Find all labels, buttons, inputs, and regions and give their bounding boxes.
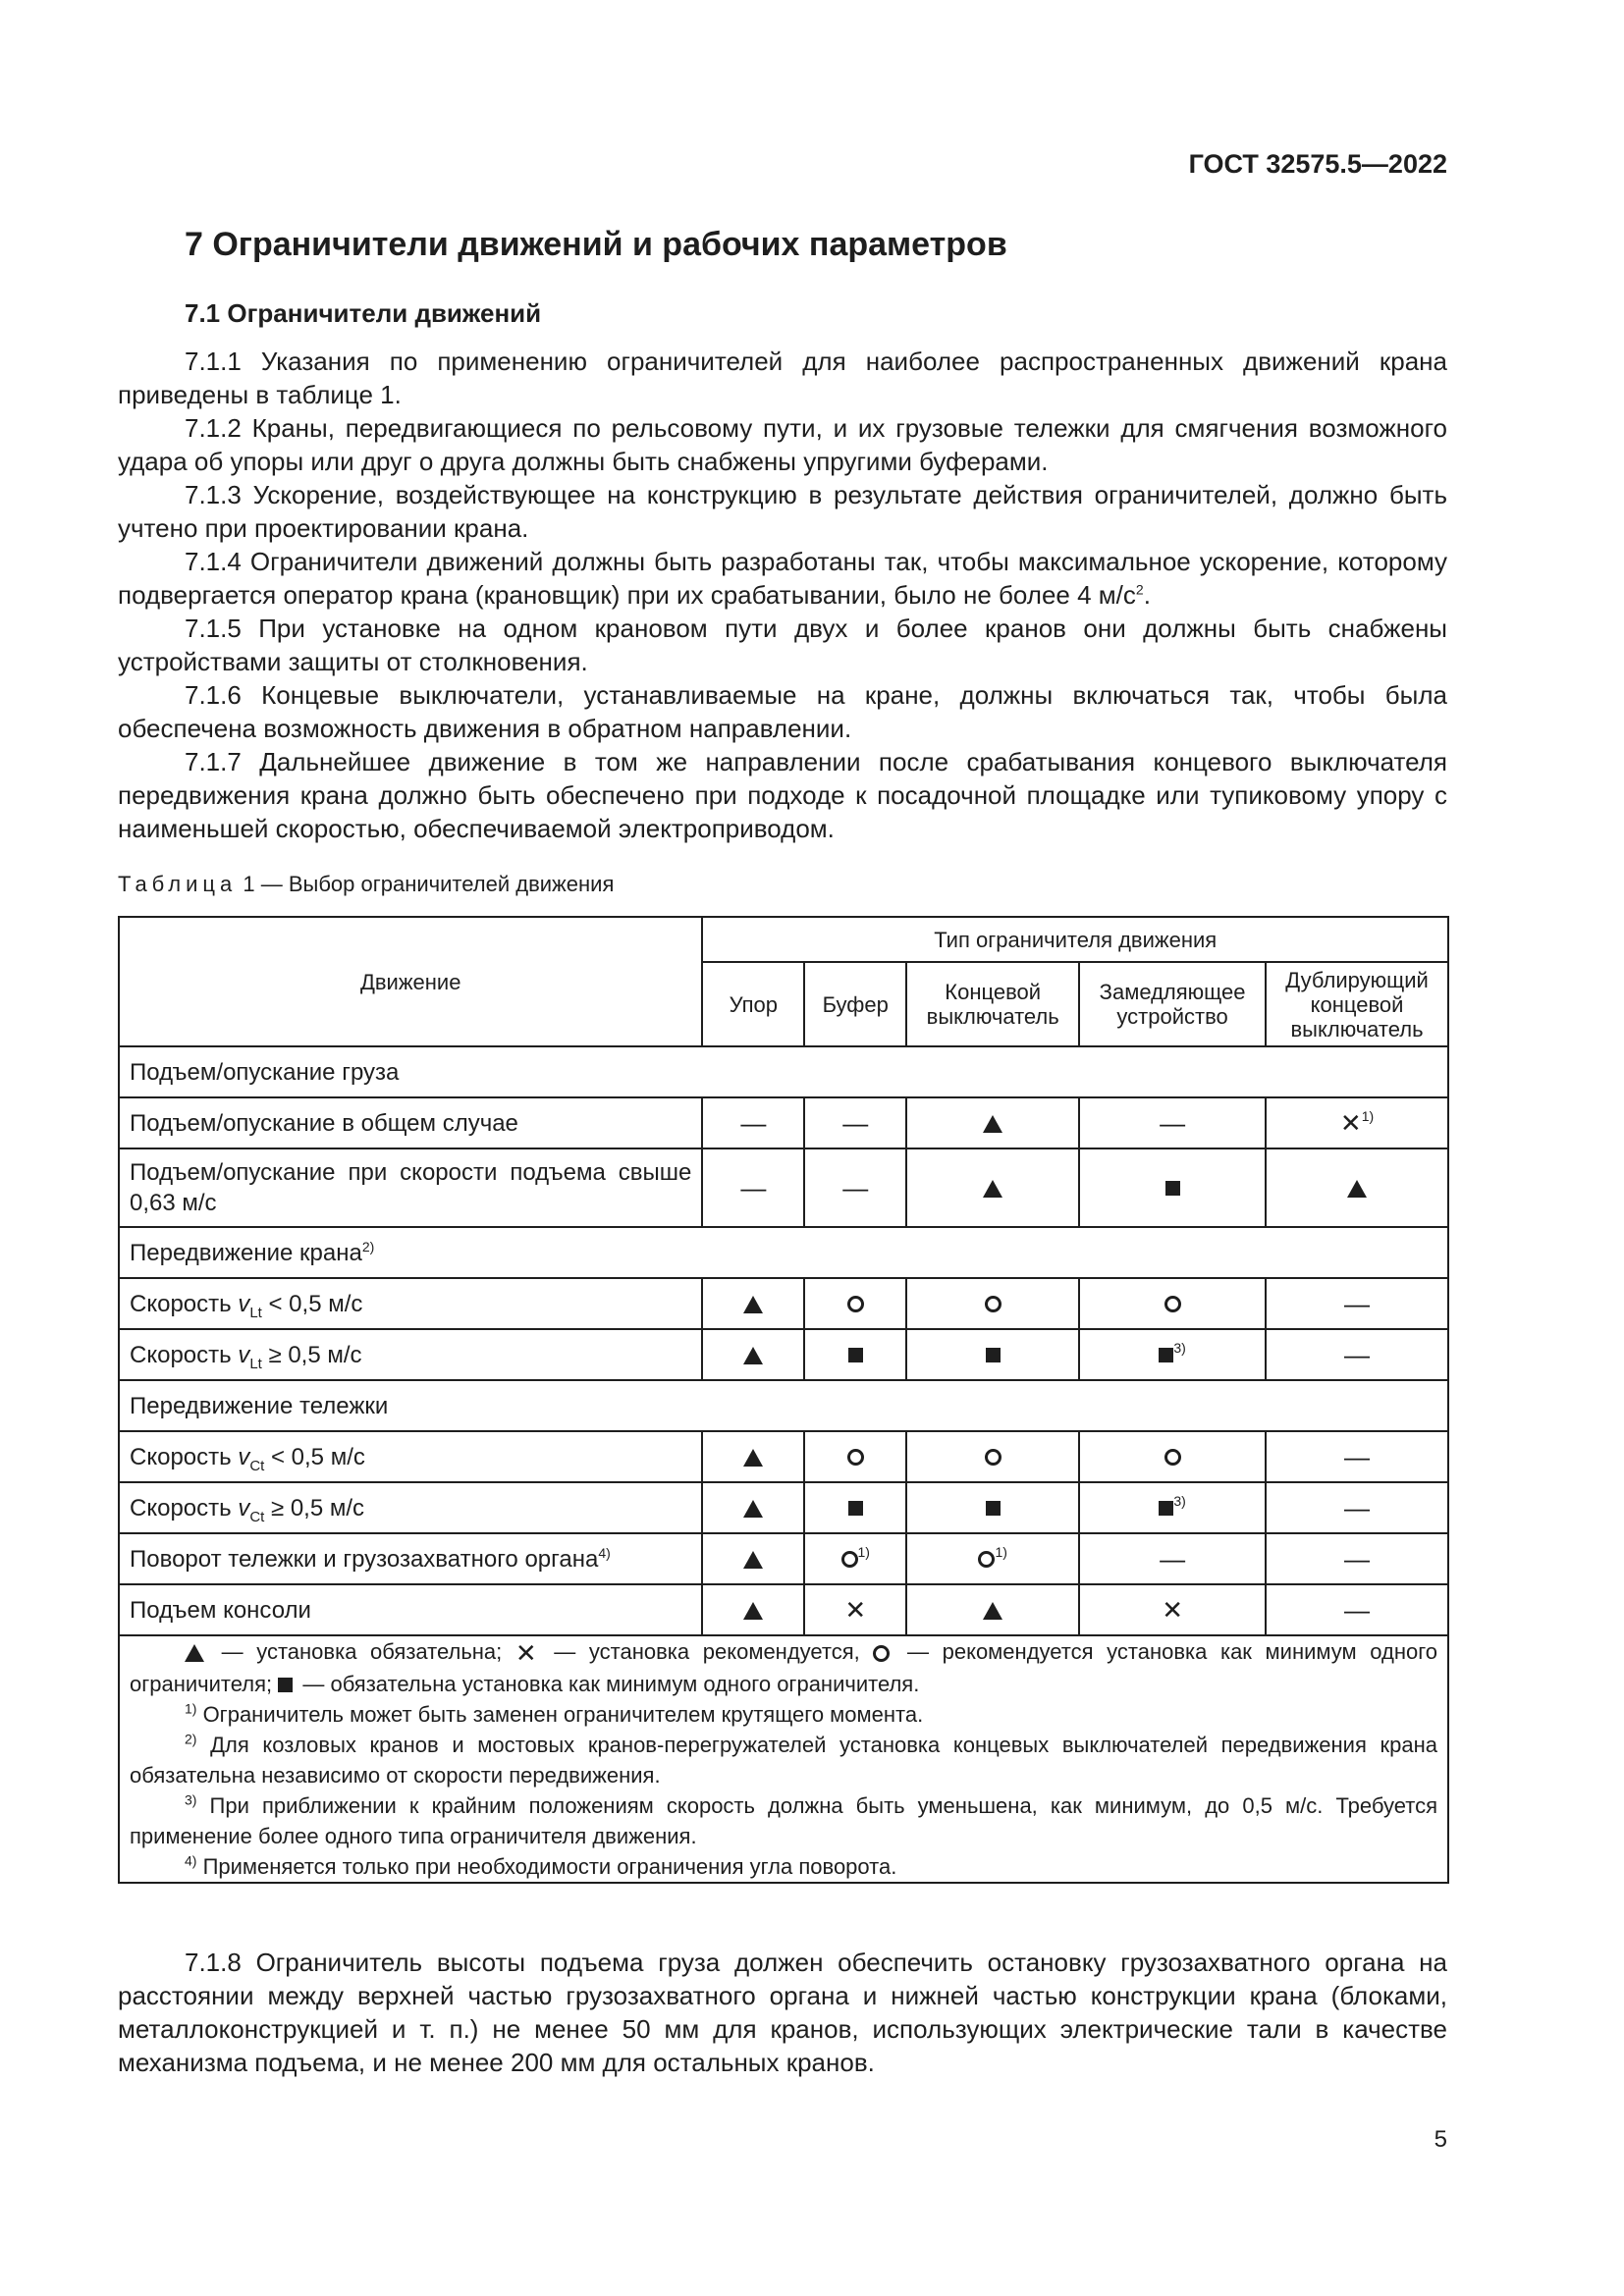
footnote-mark: 3) [185, 1791, 197, 1808]
paragraph-7-1-2: 7.1.2 Краны, передвигающиеся по рельсовому пути, и их грузовые тележки для смягчения возможного удара об упоры или друг о друга должны быть снабжены упругими буферами. [118, 413, 1447, 476]
table-cell [906, 1329, 1079, 1380]
table-caption-prefix: Таблица [118, 872, 238, 896]
speed-subscript: Ct [249, 1508, 265, 1525]
table-caption-text: 1 — Выбор ограничителей движения [237, 872, 615, 896]
square-icon [986, 1501, 1001, 1516]
table-cell [906, 1584, 1079, 1635]
dash-icon: — [740, 1172, 767, 1202]
table-cell [804, 1148, 906, 1227]
table-cell [906, 1278, 1079, 1329]
triangle-icon [983, 1602, 1002, 1620]
table-section-row [119, 1380, 1448, 1431]
square-icon [1159, 1348, 1173, 1362]
row-label-text: Скорость [130, 1443, 239, 1470]
row-label-text: Подъем консоли [130, 1596, 311, 1624]
table-caption [118, 872, 614, 897]
square-icon [848, 1501, 863, 1516]
footnote-text: Ограничитель может быть заменен ограничителем крутящего момента. [196, 1701, 924, 1727]
footnote-ref: 2) [361, 1238, 375, 1255]
triangle-icon [743, 1602, 763, 1620]
subsection-title: 7.1 Ограничители движений [185, 298, 542, 328]
footnote-ref: 3) [1173, 1340, 1186, 1356]
table-row [119, 1278, 1448, 1329]
limiters-table [118, 916, 1449, 1884]
table-cell [702, 1584, 804, 1635]
dash-icon: — [1344, 1543, 1371, 1574]
triangle-icon [743, 1347, 763, 1364]
speed-variable: v [238, 1290, 250, 1317]
triangle-icon [743, 1296, 763, 1313]
footnote-2 [130, 1730, 1437, 1790]
row-label [119, 1046, 1448, 1097]
table-cell [702, 1431, 804, 1482]
col-header-5: Дублирующий концевой выключатель [1266, 962, 1448, 1046]
paragraph-7-1-7: 7.1.7 Дальнейшее движение в том же направлении после срабатывания концевого выключателя передвижения крана должно быть обеспечено при подходе к посадочной площадке или тупиковому упору с наименьшей скоростью, обеспечиваемой электроприводом. [118, 747, 1447, 843]
speed-condition: ≥ 0,5 м/с [264, 1494, 365, 1522]
table-cell [702, 1482, 804, 1533]
paragraph-7-1-3: 7.1.3 Ускорение, воздействующее на конструкцию в результате действия ограничителей, должно быть учтено при проектировании крана. [118, 480, 1447, 543]
section-title: 7 Ограничители движений и рабочих параметров [185, 226, 1007, 263]
paragraph-text: 7.1.4 Ограничители движений должны быть разработаны так, чтобы максимальное ускорение, которому подвергается оператор крана (крановщик) при их срабатывании, было не более 4 м/с [118, 547, 1447, 610]
square-icon [278, 1678, 293, 1692]
triangle-icon [743, 1449, 763, 1467]
table-cell [702, 1278, 804, 1329]
table-cell [804, 1278, 906, 1329]
dash-icon: — [842, 1172, 869, 1202]
table-cell [702, 1097, 804, 1148]
row-label [119, 1227, 1448, 1278]
table-cell [804, 1533, 906, 1584]
table-notes [119, 1635, 1448, 1883]
paragraph-block-after [118, 1946, 1447, 2079]
row-label-text: Скорость [130, 1341, 239, 1368]
dash-icon: — [1160, 1107, 1186, 1138]
speed-subscript: Lt [249, 1304, 262, 1321]
paragraph-7-1-5: 7.1.5 При установке на одном крановом пути двух и более кранов они должны быть снабжены устройствами защиты от столкновения. [118, 614, 1447, 676]
table-cell [804, 1097, 906, 1148]
table-cell [1079, 1482, 1266, 1533]
table-row [119, 1329, 1448, 1380]
square-icon [986, 1348, 1001, 1362]
triangle-icon [1347, 1180, 1367, 1198]
footnote-text: Для козловых кранов и мостовых кранов-перегружателей установка концевых выключателей передвижения крана обязательна независимо от скорости передвижения. [130, 1732, 1437, 1788]
row-label [119, 1431, 702, 1482]
speed-variable: v [238, 1443, 250, 1470]
footnote-mark: 4) [185, 1852, 197, 1869]
table-cell [1079, 1097, 1266, 1148]
speed-condition: ≥ 0,5 м/с [261, 1341, 362, 1368]
row-label-text: Передвижение крана [130, 1239, 362, 1266]
footnote-ref: 4) [598, 1544, 611, 1561]
dash-icon: — [1160, 1543, 1186, 1574]
table-cell [1266, 1431, 1448, 1482]
footnote-text: Применяется только при необходимости ограничения угла поворота. [196, 1853, 897, 1879]
legend-recommended: — установка рекомендуется, [540, 1639, 874, 1664]
table-cell [804, 1584, 906, 1635]
standard-code: ГОСТ 32575.5—2022 [1188, 149, 1447, 179]
speed-variable: v [238, 1341, 250, 1368]
row-label [119, 1482, 702, 1533]
row-label [119, 1278, 702, 1329]
cross-icon: ✕ [844, 1594, 867, 1625]
paragraph-7-1-4 [118, 545, 1447, 612]
dash-icon: — [1344, 1288, 1371, 1318]
table-cell [1079, 1148, 1266, 1227]
cross-icon: ✕ [1339, 1107, 1362, 1138]
col-header-movement: Движение [119, 917, 702, 1046]
ring-icon [873, 1645, 890, 1662]
speed-condition: < 0,5 м/с [261, 1290, 363, 1317]
table-cell [804, 1329, 906, 1380]
table-row [119, 1482, 1448, 1533]
table-cell [906, 1148, 1079, 1227]
row-label [119, 1584, 702, 1635]
superscript: 2 [1135, 581, 1144, 598]
footnote-3 [130, 1790, 1437, 1851]
page-number: 5 [1434, 2126, 1447, 2153]
square-icon [1165, 1181, 1180, 1196]
cross-icon: ✕ [514, 1637, 537, 1668]
ring-icon [985, 1296, 1001, 1312]
footnote-ref: 1) [1361, 1107, 1375, 1124]
table-cell [1079, 1431, 1266, 1482]
row-label [119, 1533, 702, 1584]
table-cell [804, 1482, 906, 1533]
row-label-text: Поворот тележки и грузозахватного органа [130, 1545, 599, 1573]
table-cell [1266, 1278, 1448, 1329]
table-cell [1079, 1278, 1266, 1329]
table-cell [1266, 1584, 1448, 1635]
row-label-text: Скорость [130, 1290, 239, 1317]
row-label-text: Подъем/опускание в общем случае [130, 1109, 518, 1137]
table-cell [702, 1533, 804, 1584]
table-section-row [119, 1046, 1448, 1097]
dash-icon: — [842, 1107, 869, 1138]
ring-icon [1164, 1449, 1181, 1466]
table-row [119, 1584, 1448, 1635]
footnote-mark: 2) [185, 1731, 197, 1747]
square-icon [848, 1348, 863, 1362]
table-cell [906, 1482, 1079, 1533]
square-icon [1159, 1501, 1173, 1516]
table-cell [1079, 1329, 1266, 1380]
speed-variable: v [238, 1494, 250, 1522]
speed-subscript: Ct [249, 1457, 265, 1474]
table-cell [1266, 1097, 1448, 1148]
col-header-1: Упор [702, 962, 804, 1046]
paragraph-7-1-6: 7.1.6 Концевые выключатели, устанавливаемые на кране, должны включаться так, чтобы была обеспечена возможность движения в обратном направлении. [118, 680, 1447, 743]
footnote-ref: 3) [1173, 1493, 1186, 1509]
footnote-4 [130, 1851, 1437, 1882]
dash-icon: — [740, 1107, 767, 1138]
row-label [119, 1380, 1448, 1431]
paragraph-tail: . [1143, 580, 1151, 610]
footnote-ref: 1) [857, 1544, 870, 1560]
triangle-icon [185, 1644, 204, 1662]
table-cell [1079, 1533, 1266, 1584]
ring-icon [1164, 1296, 1181, 1312]
row-label-text: Подъем/опускание груза [130, 1058, 400, 1086]
table-row [119, 1148, 1448, 1227]
triangle-icon [743, 1500, 763, 1518]
dash-icon: — [1344, 1441, 1371, 1471]
triangle-icon [983, 1180, 1002, 1198]
paragraphs-block [118, 345, 1447, 845]
legend-min-one-rec: — рекомендуется установка как минимум одного ограничителя; [130, 1639, 1437, 1696]
row-label-text: Передвижение тележки [130, 1392, 389, 1419]
table-cell [906, 1097, 1079, 1148]
table-row [119, 1097, 1448, 1148]
table-cell [1266, 1148, 1448, 1227]
speed-condition: < 0,5 м/с [264, 1443, 365, 1470]
table-cell [702, 1148, 804, 1227]
table-cell [1266, 1482, 1448, 1533]
footnote-1 [130, 1699, 1437, 1730]
table-cell [906, 1431, 1079, 1482]
speed-subscript: Lt [249, 1355, 262, 1372]
table-cell [1079, 1584, 1266, 1635]
ring-icon [847, 1449, 864, 1466]
cross-icon: ✕ [1162, 1594, 1183, 1625]
ring-icon [841, 1551, 858, 1568]
paragraph-7-1-1: 7.1.1 Указания по применению ограничителей для наиболее распространенных движений крана приведены в таблице 1. [118, 347, 1447, 409]
row-label [119, 1148, 702, 1227]
table-row [119, 1431, 1448, 1482]
row-label-text: Скорость [130, 1494, 239, 1522]
col-header-4: Замедляющее устройство [1079, 962, 1266, 1046]
col-header-2: Буфер [804, 962, 906, 1046]
row-label [119, 1097, 702, 1148]
dash-icon: — [1344, 1492, 1371, 1522]
ring-icon [978, 1551, 995, 1568]
row-label-text: Подъем/опускание при скорости подъема свыше 0,63 м/с [130, 1159, 692, 1216]
triangle-icon [743, 1551, 763, 1569]
table-cell [804, 1431, 906, 1482]
legend-min-one-mand: — обязательна установка как минимум одного ограничителя. [297, 1671, 920, 1696]
paragraph-7-1-8: 7.1.8 Ограничитель высоты подъема груза должен обеспечить остановку грузозахватного органа на расстоянии между верхней частью грузозахватного органа и нижней частью конструкции крана (блоками, металлоконструкцией и т. п.) не менее 50 мм для кранов, использующих электрические тали в качестве механизма подъема, и не менее 200 мм для остальных кранов. [118, 1948, 1447, 2077]
col-header-3: Концевой выключатель [906, 962, 1079, 1046]
legend-mandatory: — установка обязательна; [208, 1639, 515, 1664]
dash-icon: — [1344, 1339, 1371, 1369]
triangle-icon [983, 1115, 1002, 1133]
ring-icon [847, 1296, 864, 1312]
footnote-ref: 1) [995, 1544, 1007, 1560]
footnote-mark: 1) [185, 1700, 197, 1717]
legend-line [130, 1636, 1437, 1699]
table-cell [702, 1329, 804, 1380]
dash-icon: — [1344, 1594, 1371, 1625]
table-row [119, 1533, 1448, 1584]
table-section-row [119, 1227, 1448, 1278]
table-cell [906, 1533, 1079, 1584]
col-header-group: Тип ограничителя движения [702, 917, 1448, 962]
table-cell [1266, 1533, 1448, 1584]
table-cell [1266, 1329, 1448, 1380]
row-label [119, 1329, 702, 1380]
ring-icon [985, 1449, 1001, 1466]
footnote-text: При приближении к крайним положениям скорость должна быть уменьшена, как минимум, до 0,5 м/с. Требуется применение более одного типа ограничителя движения. [130, 1792, 1437, 1848]
